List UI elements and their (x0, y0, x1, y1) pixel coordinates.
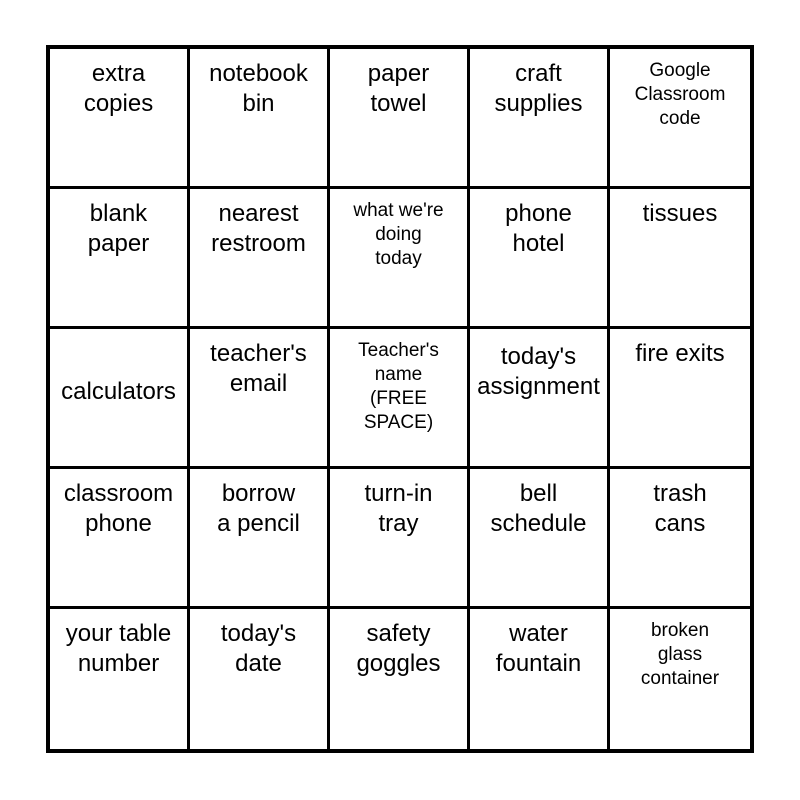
cell-label: safety goggles (356, 620, 441, 677)
cell-label: Teacher's name (FREE SPACE) (358, 340, 439, 433)
cell-label: trash cans (653, 480, 707, 537)
cell-label: today's date (220, 620, 297, 677)
cell-label: notebook bin (209, 60, 308, 117)
cell-label: water fountain (495, 620, 582, 677)
free-space-cell[interactable] (330, 329, 470, 469)
bingo-cell[interactable] (190, 49, 330, 189)
bingo-cell[interactable] (470, 189, 610, 329)
bingo-cell[interactable] (610, 189, 750, 329)
bingo-cell[interactable] (610, 609, 750, 749)
cell-label: teacher's email (210, 340, 307, 397)
cell-label: what we're doing today (353, 200, 444, 269)
cell-label: paper towel (367, 60, 430, 117)
bingo-cell[interactable] (610, 469, 750, 609)
bingo-cell[interactable] (610, 49, 750, 189)
bingo-board (46, 45, 754, 753)
cell-label: turn-in tray (364, 480, 433, 537)
cell-label: borrow a pencil (217, 480, 300, 537)
bingo-cell[interactable] (50, 49, 190, 189)
bingo-cell[interactable] (190, 469, 330, 609)
bingo-cell[interactable] (330, 469, 470, 609)
bingo-cell[interactable] (470, 469, 610, 609)
cell-label: Google Classroom code (634, 60, 726, 129)
cell-label: bell schedule (490, 480, 587, 537)
cell-label: blank paper (87, 200, 150, 257)
bingo-cell[interactable] (50, 469, 190, 609)
cell-label: craft supplies (494, 60, 583, 117)
bingo-cell[interactable] (470, 329, 610, 469)
bingo-cell[interactable] (330, 609, 470, 749)
bingo-cell[interactable] (50, 609, 190, 749)
cell-label: today's assignment (477, 343, 600, 400)
cell-label: tissues (642, 200, 718, 227)
bingo-cell[interactable] (330, 189, 470, 329)
cell-label: classroom phone (63, 480, 174, 537)
bingo-cell[interactable] (470, 49, 610, 189)
bingo-cell[interactable] (330, 49, 470, 189)
bingo-cell[interactable] (610, 329, 750, 469)
bingo-cell[interactable] (470, 609, 610, 749)
cell-label: extra copies (83, 60, 154, 117)
bingo-cell[interactable] (190, 329, 330, 469)
cell-label: broken glass container (640, 620, 720, 689)
cell-label: phone hotel (505, 200, 572, 257)
bingo-cell[interactable] (190, 609, 330, 749)
bingo-cell[interactable] (190, 189, 330, 329)
bingo-cell[interactable] (50, 329, 190, 469)
cell-label: calculators (61, 377, 176, 405)
cell-label: fire exits (635, 340, 725, 367)
cell-label: your table number (65, 620, 172, 677)
bingo-cell[interactable] (50, 189, 190, 329)
cell-label: nearest restroom (211, 200, 306, 257)
